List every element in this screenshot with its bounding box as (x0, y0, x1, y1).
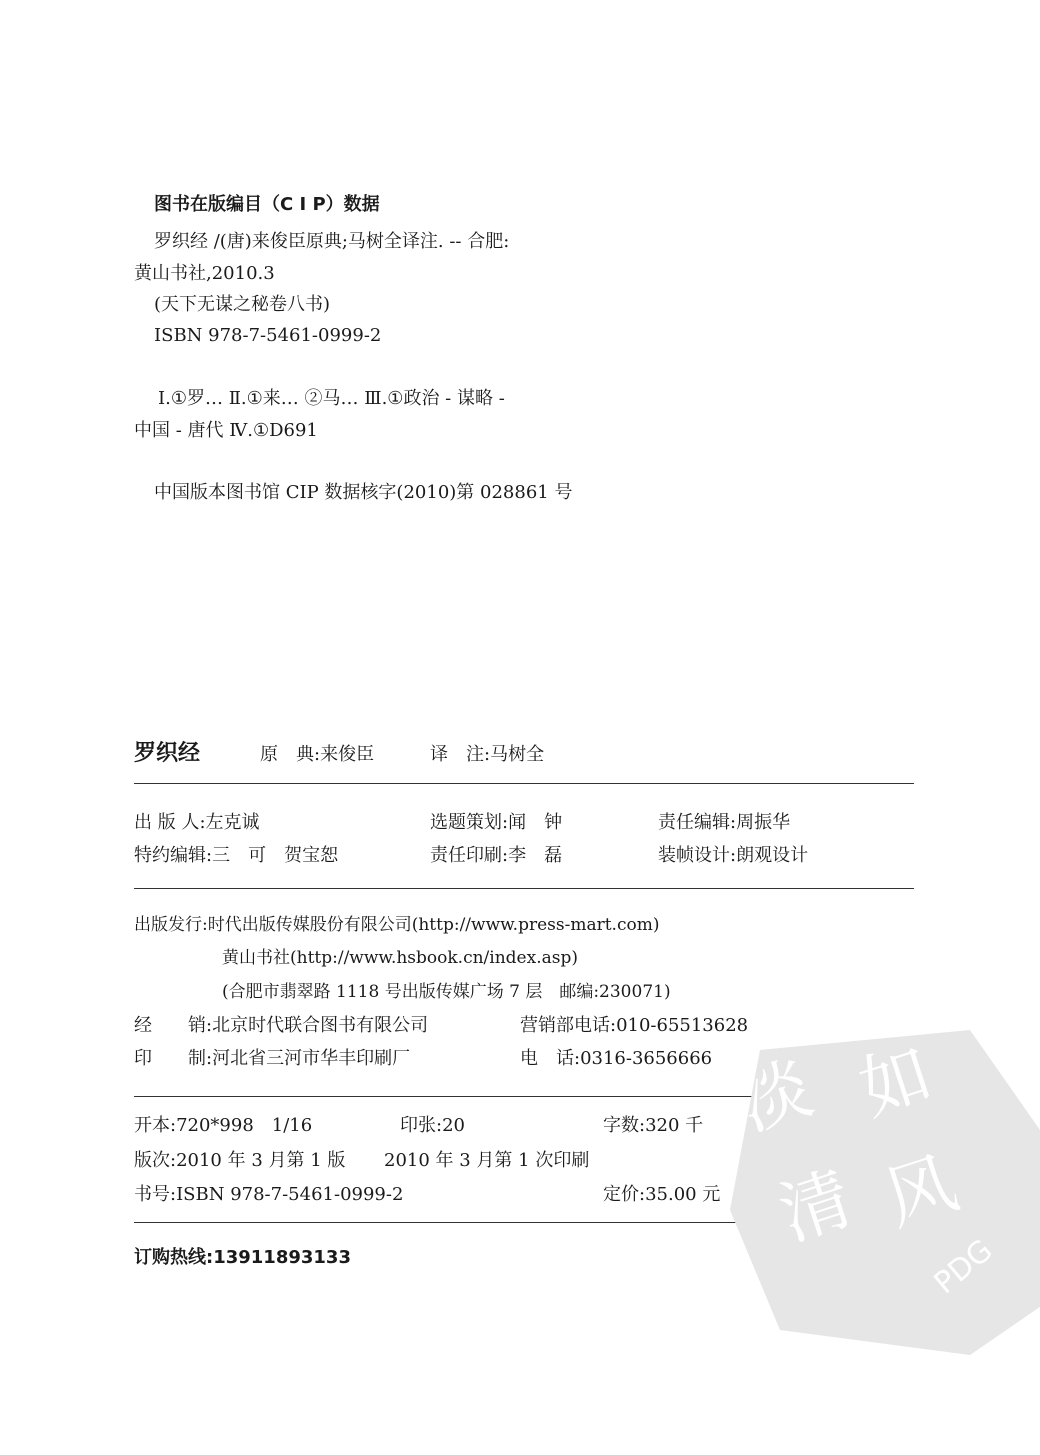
phone: 电 话:0316-3656666 (520, 1048, 713, 1069)
cip-line-3: (天下无谋之秘卷八书) (154, 294, 331, 315)
edition: 版次:2010 年 3 月第 1 版 (134, 1150, 346, 1171)
print-manager: 责任印刷:李 磊 (430, 845, 563, 866)
translator: 译 注:马树全 (430, 744, 545, 765)
cip-class-1: Ⅰ.①罗… Ⅱ.①来… ②马… Ⅲ.①政治 - 谋略 - (158, 388, 505, 409)
watermark-seal (720, 1010, 1040, 1370)
chief-editor: 责任编辑:周振华 (658, 812, 791, 833)
sheets: 印张:20 (400, 1115, 465, 1136)
cip-line-1: 罗织经 /(唐)来俊臣原典;马树全译注. -- 合肥: (154, 231, 510, 252)
topic-planner: 选题策划:闻 钟 (430, 812, 563, 833)
original-author: 原 典:来俊臣 (260, 744, 375, 765)
divider-1 (134, 783, 914, 784)
press-line: 黄山书社(http://www.hsbook.cn/index.asp) (222, 948, 578, 968)
cip-class-2: 中国 - 唐代 Ⅳ.①D691 (134, 420, 318, 441)
price: 定价:35.00 元 (603, 1184, 721, 1205)
cip-isbn: ISBN 978-7-5461-0999-2 (154, 325, 382, 346)
publisher-line: 出版发行:时代出版传媒股份有限公司(http://www.press-mart.com) (134, 915, 660, 935)
binding-design: 装帧设计:朗观设计 (658, 845, 809, 866)
order-hotline: 订购热线:13911893133 (134, 1247, 351, 1268)
watermark-glyph-1: 淡 (729, 1046, 822, 1147)
special-editor: 特约编辑:三 可 贺宝恕 (134, 845, 339, 866)
printing: 2010 年 3 月第 1 次印刷 (384, 1150, 590, 1171)
word-count: 字数:320 千 (603, 1115, 704, 1136)
watermark-glyph-3: 清 (769, 1156, 862, 1257)
divider-2 (134, 888, 914, 889)
watermark-glyph-4: 风 (874, 1141, 967, 1242)
watermark-pdg: PDG (927, 1232, 1000, 1302)
format: 开本:720*998 1/16 (134, 1115, 313, 1136)
sales-phone: 营销部电话:010-65513628 (520, 1015, 749, 1036)
seller: 经 销:北京时代联合图书有限公司 (134, 1015, 429, 1036)
cip-line-2: 黄山书社,2010.3 (134, 263, 275, 284)
address-line: (合肥市翡翠路 1118 号出版传媒广场 7 层 邮编:230071) (222, 982, 671, 1002)
publisher-person: 出 版 人:左克诚 (134, 812, 260, 833)
cip-number: 中国版本图书馆 CIP 数据核字(2010)第 028861 号 (154, 482, 573, 503)
isbn: 书号:ISBN 978-7-5461-0999-2 (134, 1184, 404, 1205)
printer: 印 制:河北省三河市华丰印刷厂 (134, 1048, 411, 1069)
book-title: 罗织经 (134, 741, 201, 766)
watermark-glyph-2: 如 (849, 1031, 942, 1132)
cip-heading: 图书在版编目（C I P）数据 (154, 194, 380, 215)
